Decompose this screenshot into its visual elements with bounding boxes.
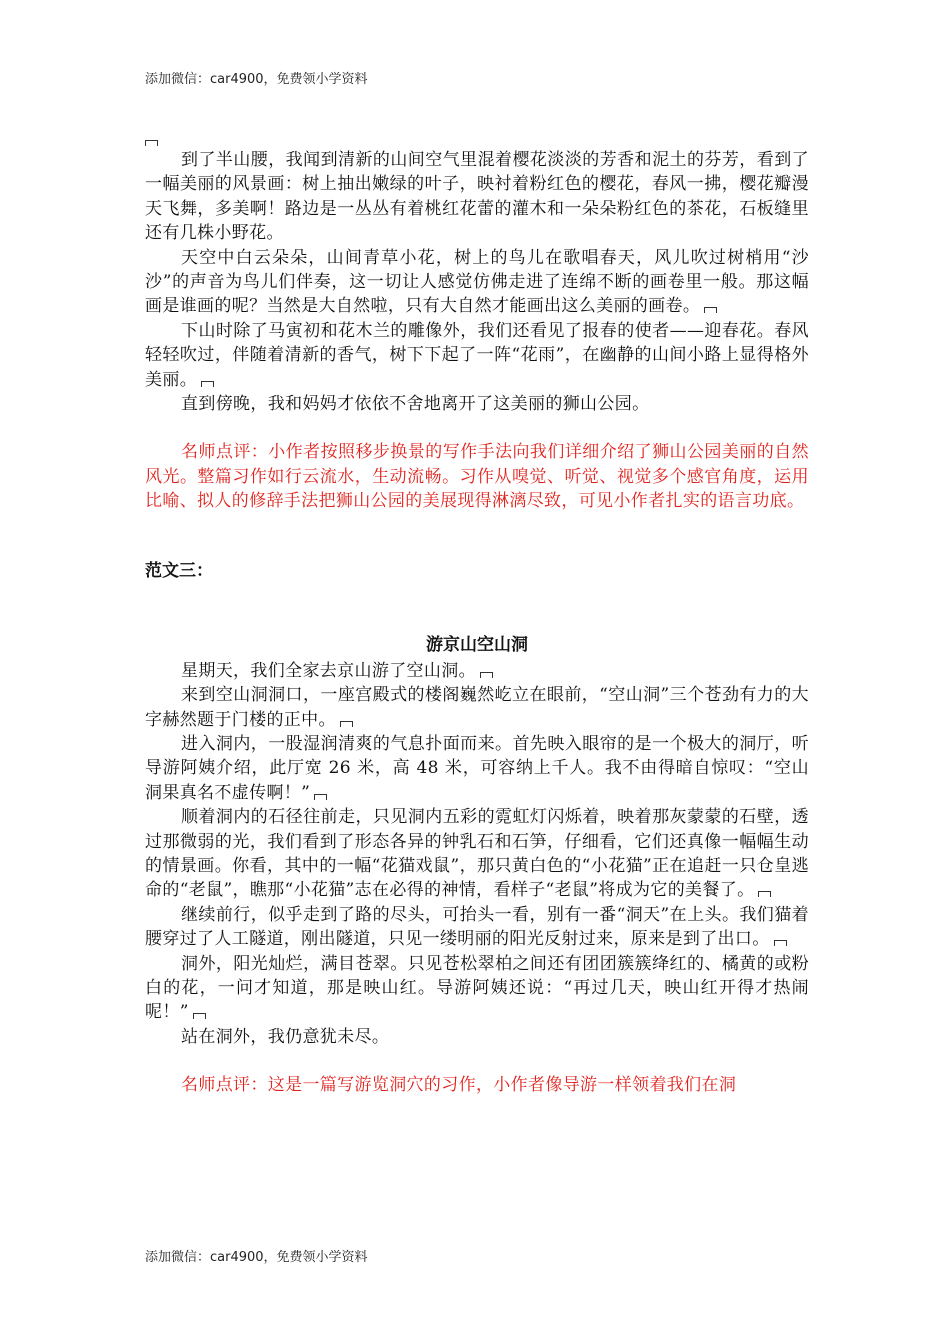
paragraph-mark-icon bbox=[145, 140, 158, 146]
paragraph-mark-icon bbox=[774, 940, 787, 946]
paragraph-mark-icon bbox=[314, 794, 327, 800]
paragraph: 洞外，阳光灿烂，满目苍翠。只见苍松翠柏之间还有团团簇簇绛红的、橘黄的或粉白的花，一问才知道，那是映山红。导游阿姨还说：“再过几天，映山红开得才热闹呢！” bbox=[145, 953, 809, 1023]
paragraph: 站在洞外，我仍意犹未尽。 bbox=[181, 1026, 390, 1047]
essay-title: 游京山空山洞 bbox=[426, 634, 528, 655]
paragraph-mark-icon bbox=[193, 1013, 206, 1019]
paragraph-mark-icon bbox=[704, 307, 717, 313]
paragraph: 来到空山洞洞口，一座宫殿式的楼阁巍然屹立在眼前，“空山洞”三个苍劲有力的大字赫然题于门楼的正中。 bbox=[145, 685, 809, 730]
paragraph-mark-icon bbox=[340, 721, 353, 727]
teacher-review: 名师点评：小作者按照移步换景的写作手法向我们详细介绍了狮山公园美丽的自然风光。整篇习作如行云流水，生动流畅。习作从嗅觉、听觉、视觉多个感官角度，运用比喻、拟人的修辞手法把狮山公园的美展现得淋漓尽致，可见小作者扎实的语言功底。 bbox=[145, 442, 809, 512]
paragraph: 星期天，我们全家去京山游了空山洞。 bbox=[145, 659, 809, 683]
teacher-review: 名师点评：这是一篇写游览洞穴的习作，小作者像导游一样领着我们在洞 bbox=[181, 1075, 737, 1096]
page-footer: 添加微信：car4900，免费领小学资料 bbox=[145, 1250, 368, 1265]
paragraph: 下山时除了马寅初和花木兰的雕像外，我们还看见了报春的使者——迎春花。春风轻轻吹过，伴随着清新的香气，树下下起了一阵“花雨”，在幽静的山间小路上显得格外美丽。 bbox=[145, 320, 809, 390]
document-body bbox=[145, 148, 809, 1098]
paragraph: 进入洞内，一股湿润清爽的气息扑面而来。首先映入眼帘的是一个极大的洞厅，听导游阿姨介绍，此厅宽 26 米，高 48 米，可容纳上千人。我不由得暗自惊叹：“空山洞果真名不虚传啊！” bbox=[145, 733, 809, 803]
paragraph: 顺着洞内的石径往前走，只见洞内五彩的霓虹灯闪烁着，映着那灰蒙蒙的石壁，透过那微弱的光，我们看到了形态各异的钟乳石和石笋，仔细看，它们还真像一幅幅生动的情景画。你看，其中的一幅“花猫戏鼠”，那只黄白色的“小花猫”正在追赶一只仓皇逃命的“老鼠”，瞧那“小花猫”志在必得的神情，看样子“老鼠”将成为它的美餐了。 bbox=[145, 807, 809, 901]
page-header: 添加微信：car4900，免费领小学资料 bbox=[145, 72, 368, 87]
section-label: 范文三： bbox=[145, 560, 213, 581]
paragraph-mark-icon bbox=[480, 672, 493, 678]
paragraph: 天空中白云朵朵，山间青草小花，树上的鸟儿在歌唱春天，风儿吹过树梢用“沙沙”的声音为鸟儿们伴奏，这一切让人感觉仿佛走进了连绵不断的画卷里一般。那这幅画是谁画的呢？当然是大自然啦，只有大自然才能画出这么美丽的画卷。 bbox=[145, 247, 809, 317]
paragraph: 继续前行，似乎走到了路的尽头，可抬头一看，别有一番“洞天”在上头。我们猫着腰穿过了人工隧道，刚出隧道，只见一缕明丽的阳光反射过来，原来是到了出口。 bbox=[145, 904, 809, 950]
paragraph: 到了半山腰，我闻到清新的山间空气里混着樱花淡淡的芳香和泥土的芬芳，看到了一幅美丽的风景画：树上抽出嫩绿的叶子，映衬着粉红色的樱花，春风一拂，樱花瓣漫天飞舞，多美啊！路边是一丛丛有着桃红花蕾的灌木和一朵朵粉红色的茶花，石板缝里还有几株小野花。 bbox=[145, 150, 809, 244]
paragraph: 直到傍晚，我和妈妈才依依不舍地离开了这美丽的狮山公园。 bbox=[181, 394, 650, 415]
paragraph-mark-icon bbox=[201, 381, 214, 387]
paragraph-mark-icon bbox=[758, 891, 771, 897]
